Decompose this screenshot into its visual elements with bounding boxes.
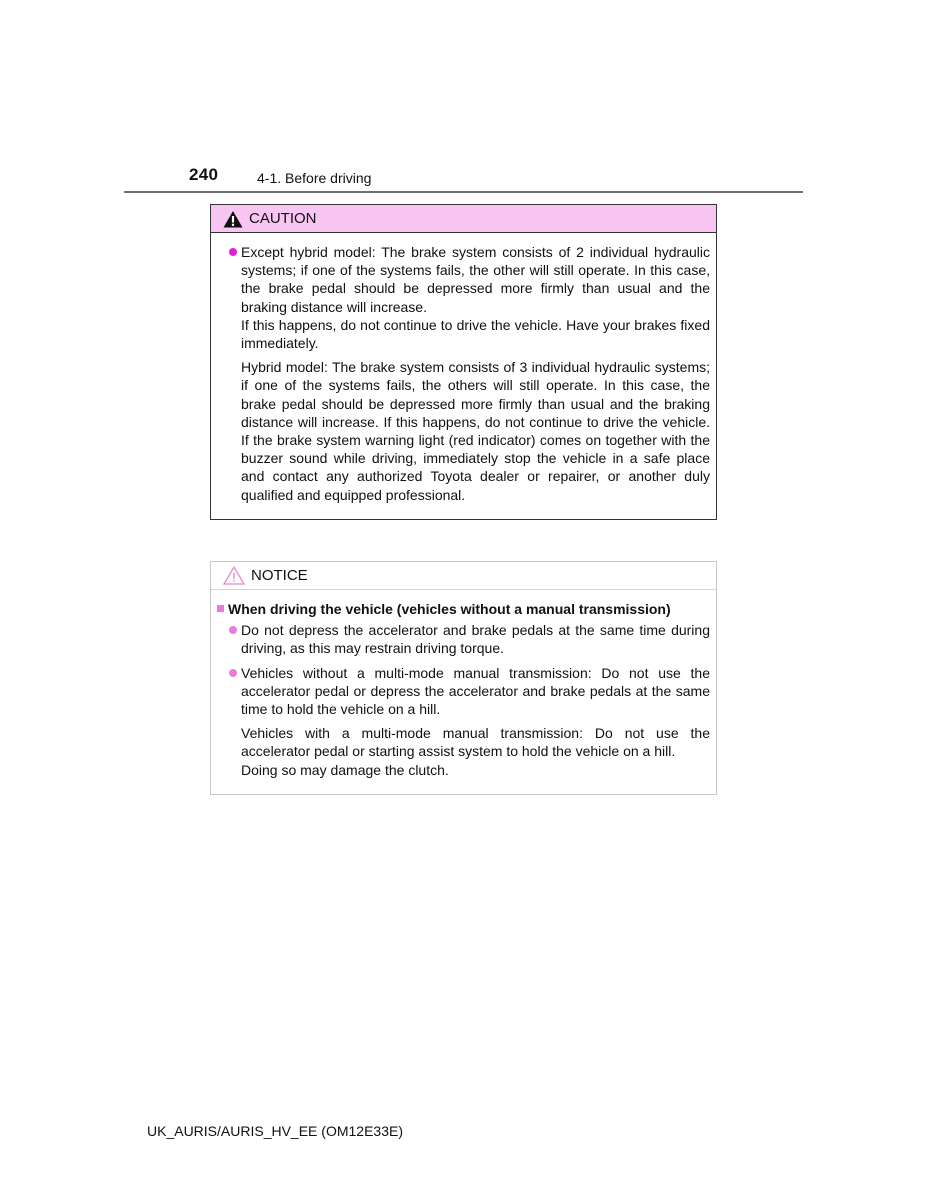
notice-heading bbox=[216, 600, 710, 618]
warning-triangle-outline-icon bbox=[223, 566, 245, 585]
notice-header bbox=[211, 562, 716, 590]
caution-title: CAUTION bbox=[249, 210, 317, 227]
list-item bbox=[228, 664, 710, 779]
caution-header bbox=[211, 205, 716, 233]
paragraph: Doing so may damage the clutch. bbox=[241, 761, 449, 778]
paragraph: If this happens, do not continue to drive the vehicle. Have your brakes fixed immediately. bbox=[241, 316, 710, 352]
list-item bbox=[228, 243, 710, 504]
header-rule bbox=[124, 191, 803, 193]
paragraph: Vehicles with a multi-mode manual transmission: Do not use the accelerator pedal or starting assist system to hold the vehicle on a hill. bbox=[241, 725, 710, 760]
paragraph: Except hybrid model: The brake system consists of 2 individual hydraulic systems; if one of the systems fails, the other will still operate. In this case, the brake pedal should be depressed more firmly than usual and the braking distance will increase. bbox=[241, 244, 710, 315]
paragraph: Vehicles without a multi-mode manual transmission: Do not use the accelerator pedal or depress the accelerator and brake pedals at the same time to hold the vehicle on a hill. bbox=[241, 664, 710, 718]
caution-box bbox=[210, 204, 717, 520]
warning-triangle-icon bbox=[223, 210, 243, 228]
notice-body bbox=[211, 590, 716, 779]
footer-doc-id: UK_AURIS/AURIS_HV_EE (OM12E33E) bbox=[147, 1123, 403, 1139]
paragraph: Do not depress the accelerator and brake pedals at the same time during driving, as this may restrain driving torque. bbox=[241, 622, 710, 657]
bullet-icon bbox=[229, 669, 237, 677]
list-item bbox=[228, 621, 710, 657]
bullet-icon bbox=[229, 248, 237, 256]
caution-body bbox=[211, 233, 716, 504]
bullet-icon bbox=[229, 626, 237, 634]
section-title: 4-1. Before driving bbox=[257, 170, 372, 186]
page-number: 240 bbox=[189, 165, 219, 184]
square-bullet-icon bbox=[217, 605, 224, 612]
notice-title: NOTICE bbox=[251, 567, 308, 584]
notice-list bbox=[216, 621, 710, 779]
notice-box bbox=[210, 561, 717, 795]
notice-heading-text: When driving the vehicle (vehicles without a manual transmission) bbox=[228, 601, 671, 617]
paragraph: Hybrid model: The brake system consists of 3 individual hydraulic systems; if one of the systems fails, the others will still operate. In this case, the brake pedal should be depressed more firmly than usual and the braking distance will increase. If this happens, do not continue to drive the vehicle. If the brake system warning light (red indicator) comes on together with the buzzer sound while driving, immediately stop the vehicle in a safe place and contact any authorized Toyota dealer or repairer, or another duly qualified and equipped professional. bbox=[241, 359, 710, 503]
